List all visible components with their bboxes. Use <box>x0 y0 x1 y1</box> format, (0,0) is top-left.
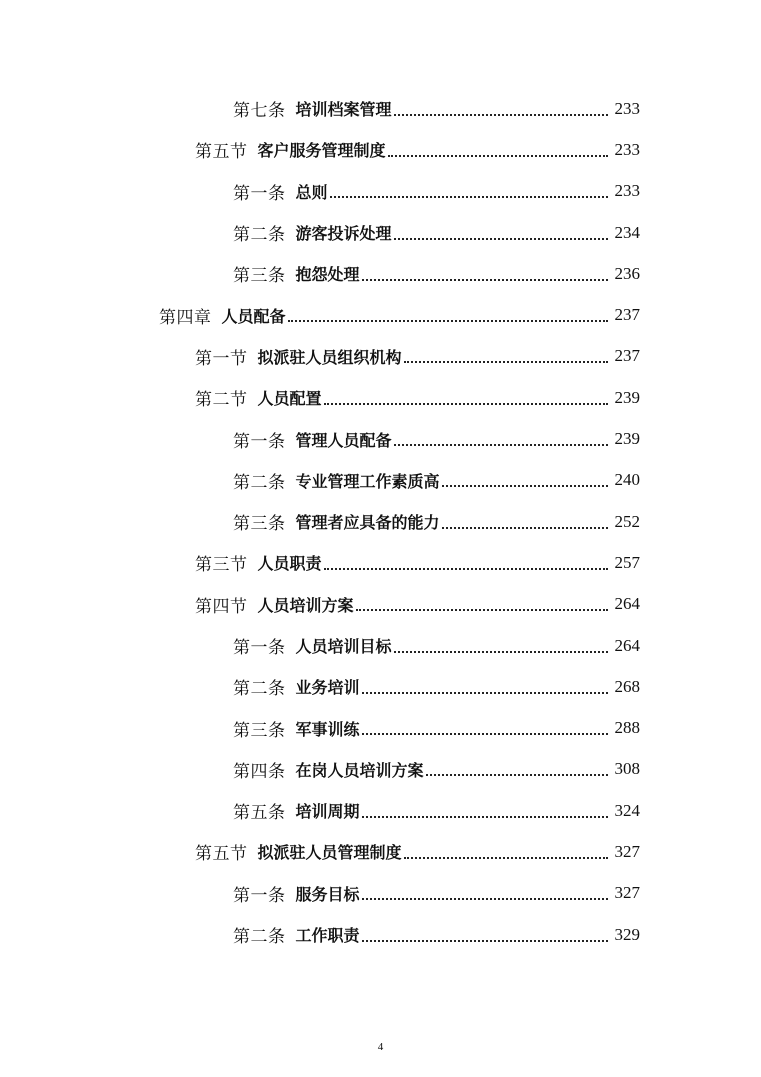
toc-entry-title: 培训档案管理 <box>295 100 392 120</box>
toc-entry-page: 264 <box>614 635 640 655</box>
toc-entry-title: 专业管理工作素质高 <box>295 471 440 491</box>
toc-entry-number: 第四条 <box>233 761 286 782</box>
table-of-contents <box>0 88 761 955</box>
dot-leader <box>394 98 608 116</box>
dot-leader <box>324 552 608 570</box>
dot-leader <box>330 180 608 198</box>
dot-leader <box>426 758 608 776</box>
toc-entry-page: 288 <box>614 718 640 738</box>
toc-entry-title: 人员配置 <box>257 389 322 409</box>
toc-entry-number: 第五节 <box>195 844 248 865</box>
dot-leader <box>404 345 608 363</box>
toc-entry-number: 第一条 <box>233 183 286 204</box>
dot-leader <box>442 469 608 487</box>
toc-entry[interactable] <box>0 171 761 212</box>
toc-entry[interactable] <box>0 831 761 872</box>
toc-entry-page: 268 <box>614 676 640 696</box>
toc-entry-title: 游客投诉处理 <box>295 224 392 244</box>
toc-entry-page: 324 <box>614 800 640 820</box>
toc-entry-number: 第三条 <box>233 266 286 287</box>
toc-entry-number: 第三条 <box>233 720 286 741</box>
dot-leader <box>394 635 608 653</box>
toc-entry-title: 人员配备 <box>221 306 286 326</box>
toc-entry-title: 业务培训 <box>295 678 360 698</box>
toc-entry[interactable] <box>0 584 761 625</box>
toc-entry-page: 329 <box>614 924 640 944</box>
toc-entry-number: 第七条 <box>233 101 286 122</box>
toc-entry-page: 237 <box>614 346 640 366</box>
toc-entry[interactable] <box>0 377 761 418</box>
toc-entry-page: 252 <box>614 511 640 531</box>
toc-entry-number: 第一条 <box>233 431 286 452</box>
toc-entry[interactable] <box>0 460 761 501</box>
toc-entry-page: 257 <box>614 552 640 572</box>
toc-entry-number: 第三条 <box>233 514 286 535</box>
toc-entry[interactable] <box>0 212 761 253</box>
toc-entry-page: 264 <box>614 594 640 614</box>
toc-entry-number: 第一条 <box>233 638 286 658</box>
toc-entry-number: 第二条 <box>233 927 286 948</box>
dot-leader <box>362 882 608 900</box>
toc-entry-number: 第五条 <box>233 803 286 824</box>
toc-entry[interactable] <box>0 294 761 335</box>
toc-entry-page: 236 <box>614 263 640 283</box>
toc-entry-page: 233 <box>614 139 640 159</box>
dot-leader <box>356 593 608 611</box>
toc-entry-title: 军事训练 <box>295 719 360 739</box>
toc-entry-title: 管理人员配备 <box>295 430 392 450</box>
toc-entry-page: 233 <box>614 98 640 118</box>
dot-leader <box>362 800 608 818</box>
toc-entry-page: 240 <box>614 470 640 490</box>
toc-entry-number: 第二条 <box>233 225 286 246</box>
dot-leader <box>362 717 608 735</box>
dot-leader <box>442 511 608 529</box>
toc-entry[interactable] <box>0 88 761 129</box>
toc-entry-title: 拟派驻人员管理制度 <box>257 843 402 863</box>
toc-entry[interactable] <box>0 666 761 707</box>
toc-entry-title: 拟派驻人员组织机构 <box>257 347 402 367</box>
toc-entry-number: 第一节 <box>195 348 248 369</box>
toc-entry-number: 第二节 <box>195 390 248 411</box>
toc-entry-number: 第五节 <box>195 142 248 163</box>
toc-entry-number: 第三节 <box>195 555 248 576</box>
toc-entry-title: 客户服务管理制度 <box>257 141 386 161</box>
toc-entry[interactable] <box>0 625 761 666</box>
toc-entry-number: 第四节 <box>195 596 248 617</box>
toc-entry[interactable] <box>0 418 761 459</box>
toc-entry-number: 第四章 <box>159 307 212 328</box>
toc-entry-title: 管理者应具备的能力 <box>295 513 440 533</box>
toc-entry-number: 第二条 <box>233 679 286 700</box>
toc-entry-number: 第一条 <box>233 885 286 906</box>
toc-entry-title: 培训周期 <box>295 802 360 822</box>
toc-entry-page: 239 <box>614 429 640 449</box>
toc-entry[interactable] <box>0 542 761 583</box>
page-number: 4 <box>377 1041 384 1053</box>
toc-entry-page: 234 <box>614 222 640 242</box>
toc-entry[interactable] <box>0 749 761 790</box>
toc-entry-title: 总则 <box>295 182 328 202</box>
toc-entry-title: 抱怨处理 <box>295 265 360 285</box>
toc-entry-page: 308 <box>614 759 640 779</box>
dot-leader <box>288 304 608 322</box>
dot-leader <box>388 139 608 157</box>
dot-leader <box>362 924 608 942</box>
toc-entry[interactable] <box>0 336 761 377</box>
dot-leader <box>362 263 608 281</box>
toc-entry-page: 233 <box>614 181 640 201</box>
toc-entry[interactable] <box>0 914 761 955</box>
toc-entry[interactable] <box>0 707 761 748</box>
toc-entry[interactable] <box>0 253 761 294</box>
dot-leader <box>324 387 608 405</box>
toc-entry-title: 工作职责 <box>295 926 360 946</box>
toc-entry-page: 327 <box>614 841 640 861</box>
toc-entry-title: 在岗人员培训方案 <box>295 760 424 780</box>
toc-entry-number: 第二条 <box>233 472 286 493</box>
dot-leader <box>404 841 608 859</box>
toc-entry[interactable] <box>0 873 761 914</box>
toc-entry-page: 327 <box>614 883 640 903</box>
toc-entry-page: 239 <box>614 387 640 407</box>
dot-leader <box>394 222 608 240</box>
toc-entry-title: 人员职责 <box>257 554 322 574</box>
toc-entry-title: 人员培训方案 <box>257 595 354 615</box>
toc-entry-title: 人员培训目标 <box>295 637 392 656</box>
toc-entry[interactable] <box>0 501 761 542</box>
toc-entry[interactable] <box>0 129 761 170</box>
toc-entry-title: 服务目标 <box>295 884 360 904</box>
dot-leader <box>362 676 608 694</box>
toc-entry-page: 237 <box>614 305 640 325</box>
dot-leader <box>394 428 608 446</box>
toc-entry[interactable] <box>0 790 761 831</box>
